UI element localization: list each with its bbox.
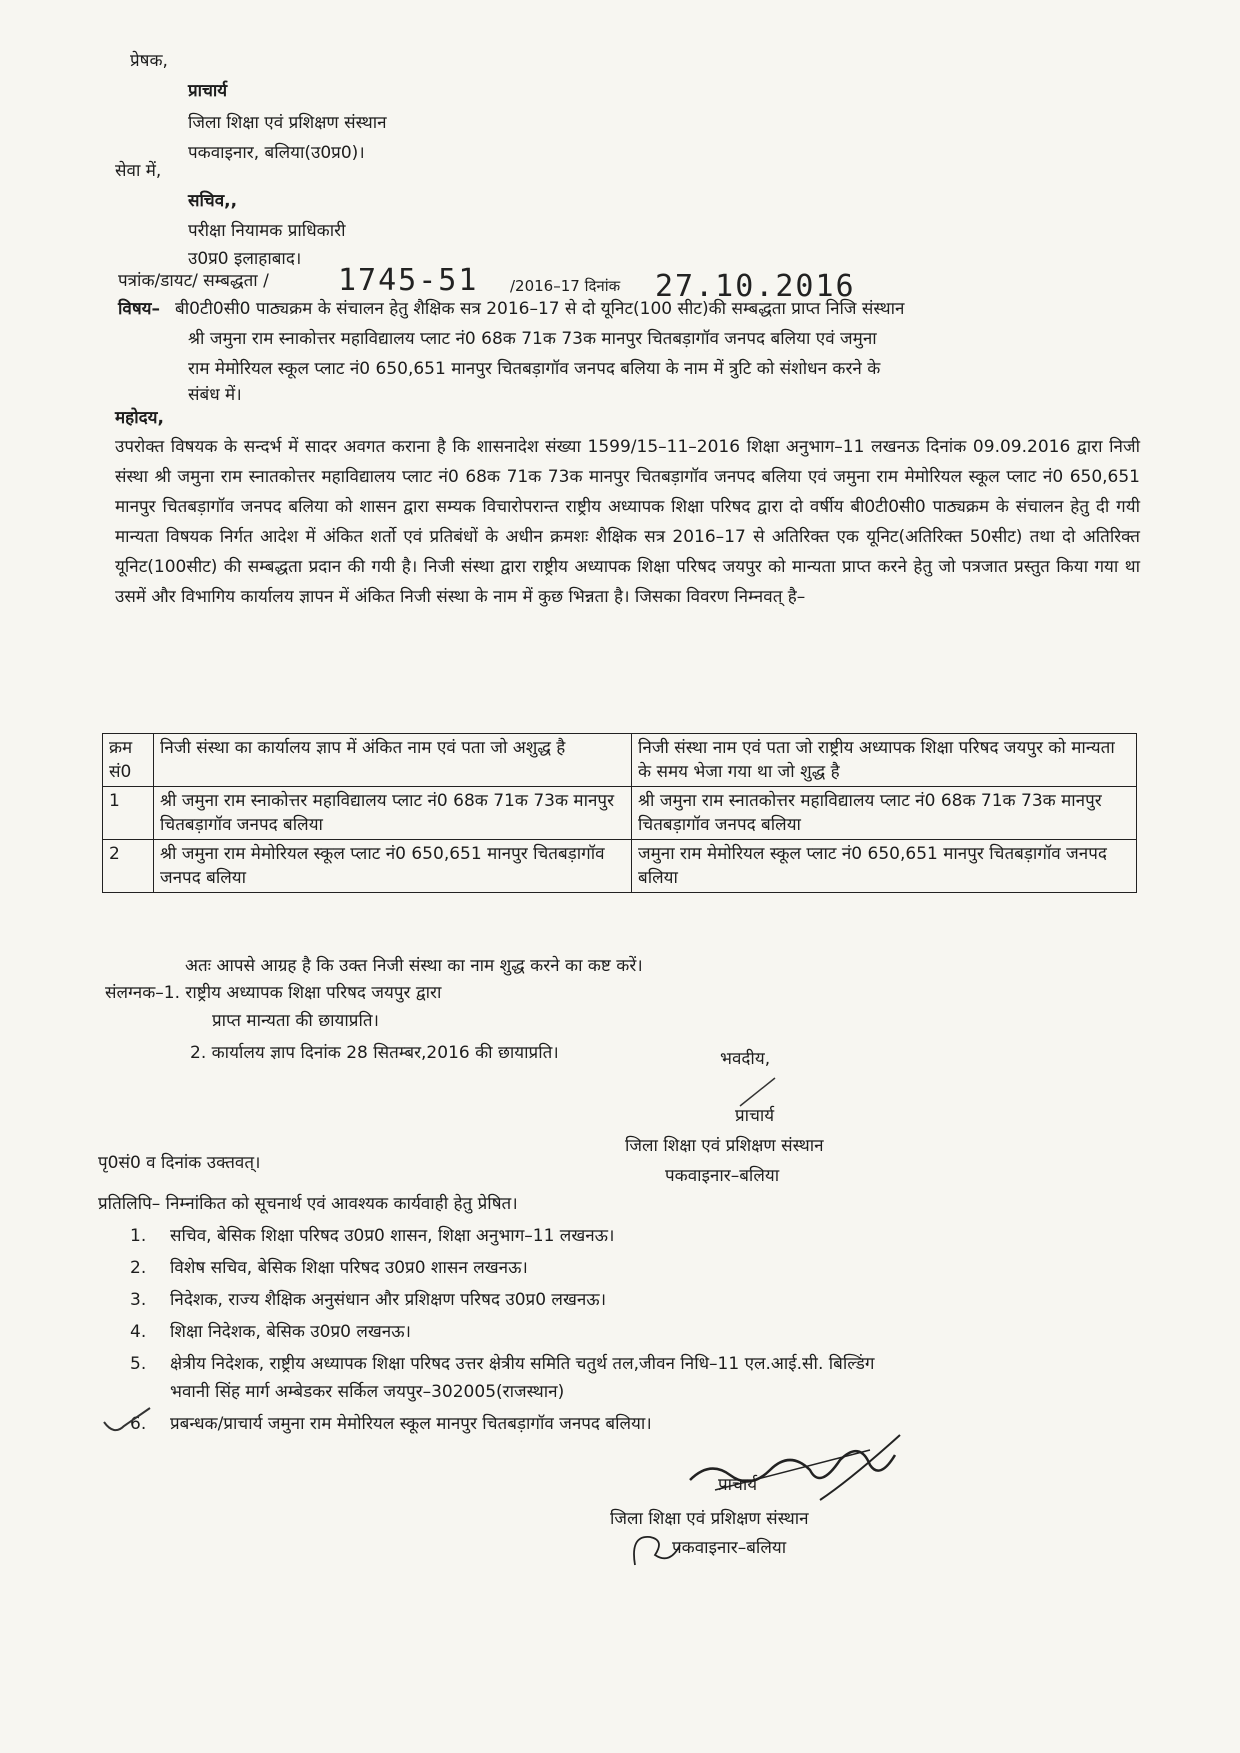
list-item: 6. प्रबन्धक/प्राचार्य जमुना राम मेमोरियल स्कूल मानपुर चितबड़ागॉव जनपद बलिया। xyxy=(130,1414,652,1434)
table-cell-wrong: श्री जमुना राम स्नाकोत्तर महाविद्यालय प्लाट नं0 68क 71क 73क मानपुर चितबड़ागॉव जनपद बलिया xyxy=(154,787,632,840)
recipient-label: सेवा में, xyxy=(115,161,162,181)
table-cell-sn: 2 xyxy=(103,840,154,893)
list-item: 3. निदेशक, राज्य शैक्षिक अनुसंधान और प्रशिक्षण परिषद उ0प्र0 लखनऊ। xyxy=(130,1290,607,1310)
table-row xyxy=(103,840,1137,893)
list-item: 4. शिक्षा निदेशक, बेसिक उ0प्र0 लखनऊ। xyxy=(130,1322,411,1342)
table-cell-correct: जमुना राम मेमोरियल स्कूल प्लाट नं0 650,651 मानपुर चितबड़ागॉव जनपद बलिया xyxy=(632,840,1137,893)
table-row xyxy=(103,787,1137,840)
request-line: अतः आपसे आग्रह है कि उक्त निजी संस्था का नाम शुद्ध करने का कष्ट करें। xyxy=(185,956,643,976)
closing: भवदीय, xyxy=(720,1049,771,1069)
recipient-address: उ0प्र0 इलाहाबाद। xyxy=(188,249,302,269)
copy-intro: प्रतिलिपि– निम्नांकित को सूचनार्थ एवं आवश्यक कार्यवाही हेतु प्रेषित। xyxy=(98,1194,518,1214)
enclosure-2: 2. कार्यालय ज्ञाप दिनांक 28 सितम्बर,2016 की छायाप्रति। xyxy=(190,1043,559,1063)
subject-line3: राम मेमोरियल स्कूल प्लाट नं0 650,651 मानपुर चितबड़ागॉव जनपद बलिया के नाम में त्रुटि को संशोधन करने के xyxy=(188,359,881,379)
body-paragraph: उपरोक्त विषयक के सन्दर्भ में सादर अवगत कराना है कि शासनादेश संख्या 1599/15–11–2016 शिक्षा अनुभाग–11 लखनऊ दिनांक 09.09.2016 द्वारा निजी संस्था श्री जमुना राम स्नातकोत्तर महाविद्यालय प्लाट नं0 68क 71क 73क मानपुर चितबड़ागॉव जनपद बलिया एवं जमुना राम मेमोरियल स्कूल प्लाट नं0 650,651 मानपुर चितबड़ागॉव जनपद बलिया को शासन द्वारा सम्यक विचारोपरान्त राष्ट्रीय अध्यापक शिक्षा परिषद द्वारा दो वर्षीय बी0टी0सी0 पाठ्यक्रम के संचालन हेतु दी गयी मान्यता विषयक निर्गत आदेश में अंकित शर्तो एवं प्रतिबंधों के अधीन क्रमशः शैक्षिक सत्र 2016–17 से अतिरिक्त एक यूनिट(अतिरिक्त 50सीट) तथा दो अतिरिक्त यूनिट(100सीट) की सम्बद्धता प्रदान की गयी है। निजी संस्था द्वारा राष्ट्रीय अध्यापक शिक्षा परिषद जयपुर को मान्यता प्राप्त करने हेतु जो पत्रजात प्रस्तुत किया गया था उसमें और विभागिय कार्यालय ज्ञापन में अंकित निजी संस्था के नाम में कुछ भिन्नता है। जिसका विवरण निम्नवत् है– xyxy=(115,437,1140,607)
list-item-continuation: भवानी सिंह मार्ग अम्बेडकर सर्किल जयपुर–302005(राजस्थान) xyxy=(170,1382,565,1402)
signature1-address: पकवाइनार–बलिया xyxy=(665,1166,780,1186)
subject-line1: बी0टी0सी0 पाठ्यक्रम के संचालन हेतु शैक्षिक सत्र 2016–17 से दो यूनिट(100 सीट)की सम्बद्धता प्राप्त निजि संस्थान xyxy=(175,299,905,319)
salutation: महोदय, xyxy=(115,408,164,428)
enclosure-1: संलग्नक–1. राष्ट्रीय अध्यापक शिक्षा परिषद जयपुर द्वारा xyxy=(105,983,442,1003)
table-header-sn: क्रम सं0 xyxy=(103,734,154,787)
reference-date: 27.10.2016 xyxy=(655,269,856,304)
sender-designation: प्राचार्य xyxy=(188,81,228,101)
tick-mark-icon xyxy=(100,1400,160,1440)
table-header-row xyxy=(103,734,1137,787)
sender-address: पकवाइनार, बलिया(उ0प्र0)। xyxy=(188,143,365,163)
sender-label: प्रेषक, xyxy=(130,51,168,71)
list-item: 2. विशेष सचिव, बेसिक शिक्षा परिषद उ0प्र0 शासन लखनऊ। xyxy=(130,1258,528,1278)
reference-2: पृ0सं0 व दिनांक उक्तवत्। xyxy=(98,1153,261,1173)
recipient-office: परीक्षा नियामक प्राधिकारी xyxy=(188,221,346,241)
signature1-office: जिला शिक्षा एवं प्रशिक्षण संस्थान xyxy=(625,1136,824,1156)
signature-mark-icon xyxy=(735,1070,795,1110)
recipient-designation: सचिव,, xyxy=(188,191,238,211)
signature2-address: पकवाइनार–बलिया xyxy=(672,1538,787,1558)
list-item: 5. क्षेत्रीय निदेशक, राष्ट्रीय अध्यापक शिक्षा परिषद उत्तर क्षेत्रीय समिति चतुर्थ तल,जीवन निधि–11 एल.आई.सी. बिल्डिंग xyxy=(130,1354,875,1374)
handwritten-signature-icon xyxy=(670,1420,920,1510)
subject-label: विषय– xyxy=(118,299,161,319)
reference-number: 1745-51 xyxy=(338,263,479,298)
subject-line2: श्री जमुना राम स्नाकोत्तर महाविद्यालय प्लाट नं0 68क 71क 73क मानपुर चितबड़ागॉव जनपद बलिया एवं जमुना xyxy=(188,329,877,349)
signature1-designation: प्राचार्य xyxy=(735,1106,775,1126)
signature2-designation: प्राचार्य xyxy=(718,1475,758,1495)
list-item: 1. सचिव, बेसिक शिक्षा परिषद उ0प्र0 शासन, शिक्षा अनुभाग–11 लखनऊ। xyxy=(130,1226,615,1246)
reference-prefix: पत्रांक/डायट/ सम्बद्धता / xyxy=(118,271,269,291)
table-header-wrong: निजी संस्था का कार्यालय ज्ञाप में अंकित नाम एवं पता जो अशुद्ध है xyxy=(154,734,632,787)
correction-table xyxy=(102,733,1137,893)
subject-line4: संबंध में। xyxy=(188,385,242,405)
table-cell-correct: श्री जमुना राम स्नातकोत्तर महाविद्यालय प्लाट नं0 68क 71क 73क मानपुर चितबड़ागॉव जनपद बलिया xyxy=(632,787,1137,840)
reference-year: /2016–17 दिनांक xyxy=(510,277,621,295)
table-cell-sn: 1 xyxy=(103,787,154,840)
table-header-correct: निजी संस्था नाम एवं पता जो राष्ट्रीय अध्यापक शिक्षा परिषद जयपुर को मान्यता के समय भेजा गया था जो शुद्ध है xyxy=(632,734,1137,787)
enclosure-1b: प्राप्त मान्यता की छायाप्रति। xyxy=(212,1011,380,1031)
signature2-office: जिला शिक्षा एवं प्रशिक्षण संस्थान xyxy=(610,1509,809,1529)
sender-office: जिला शिक्षा एवं प्रशिक्षण संस्थान xyxy=(188,113,387,133)
table-cell-wrong: श्री जमुना राम मेमोरियल स्कूल प्लाट नं0 650,651 मानपुर चितबड़ागॉव जनपद बलिया xyxy=(154,840,632,893)
